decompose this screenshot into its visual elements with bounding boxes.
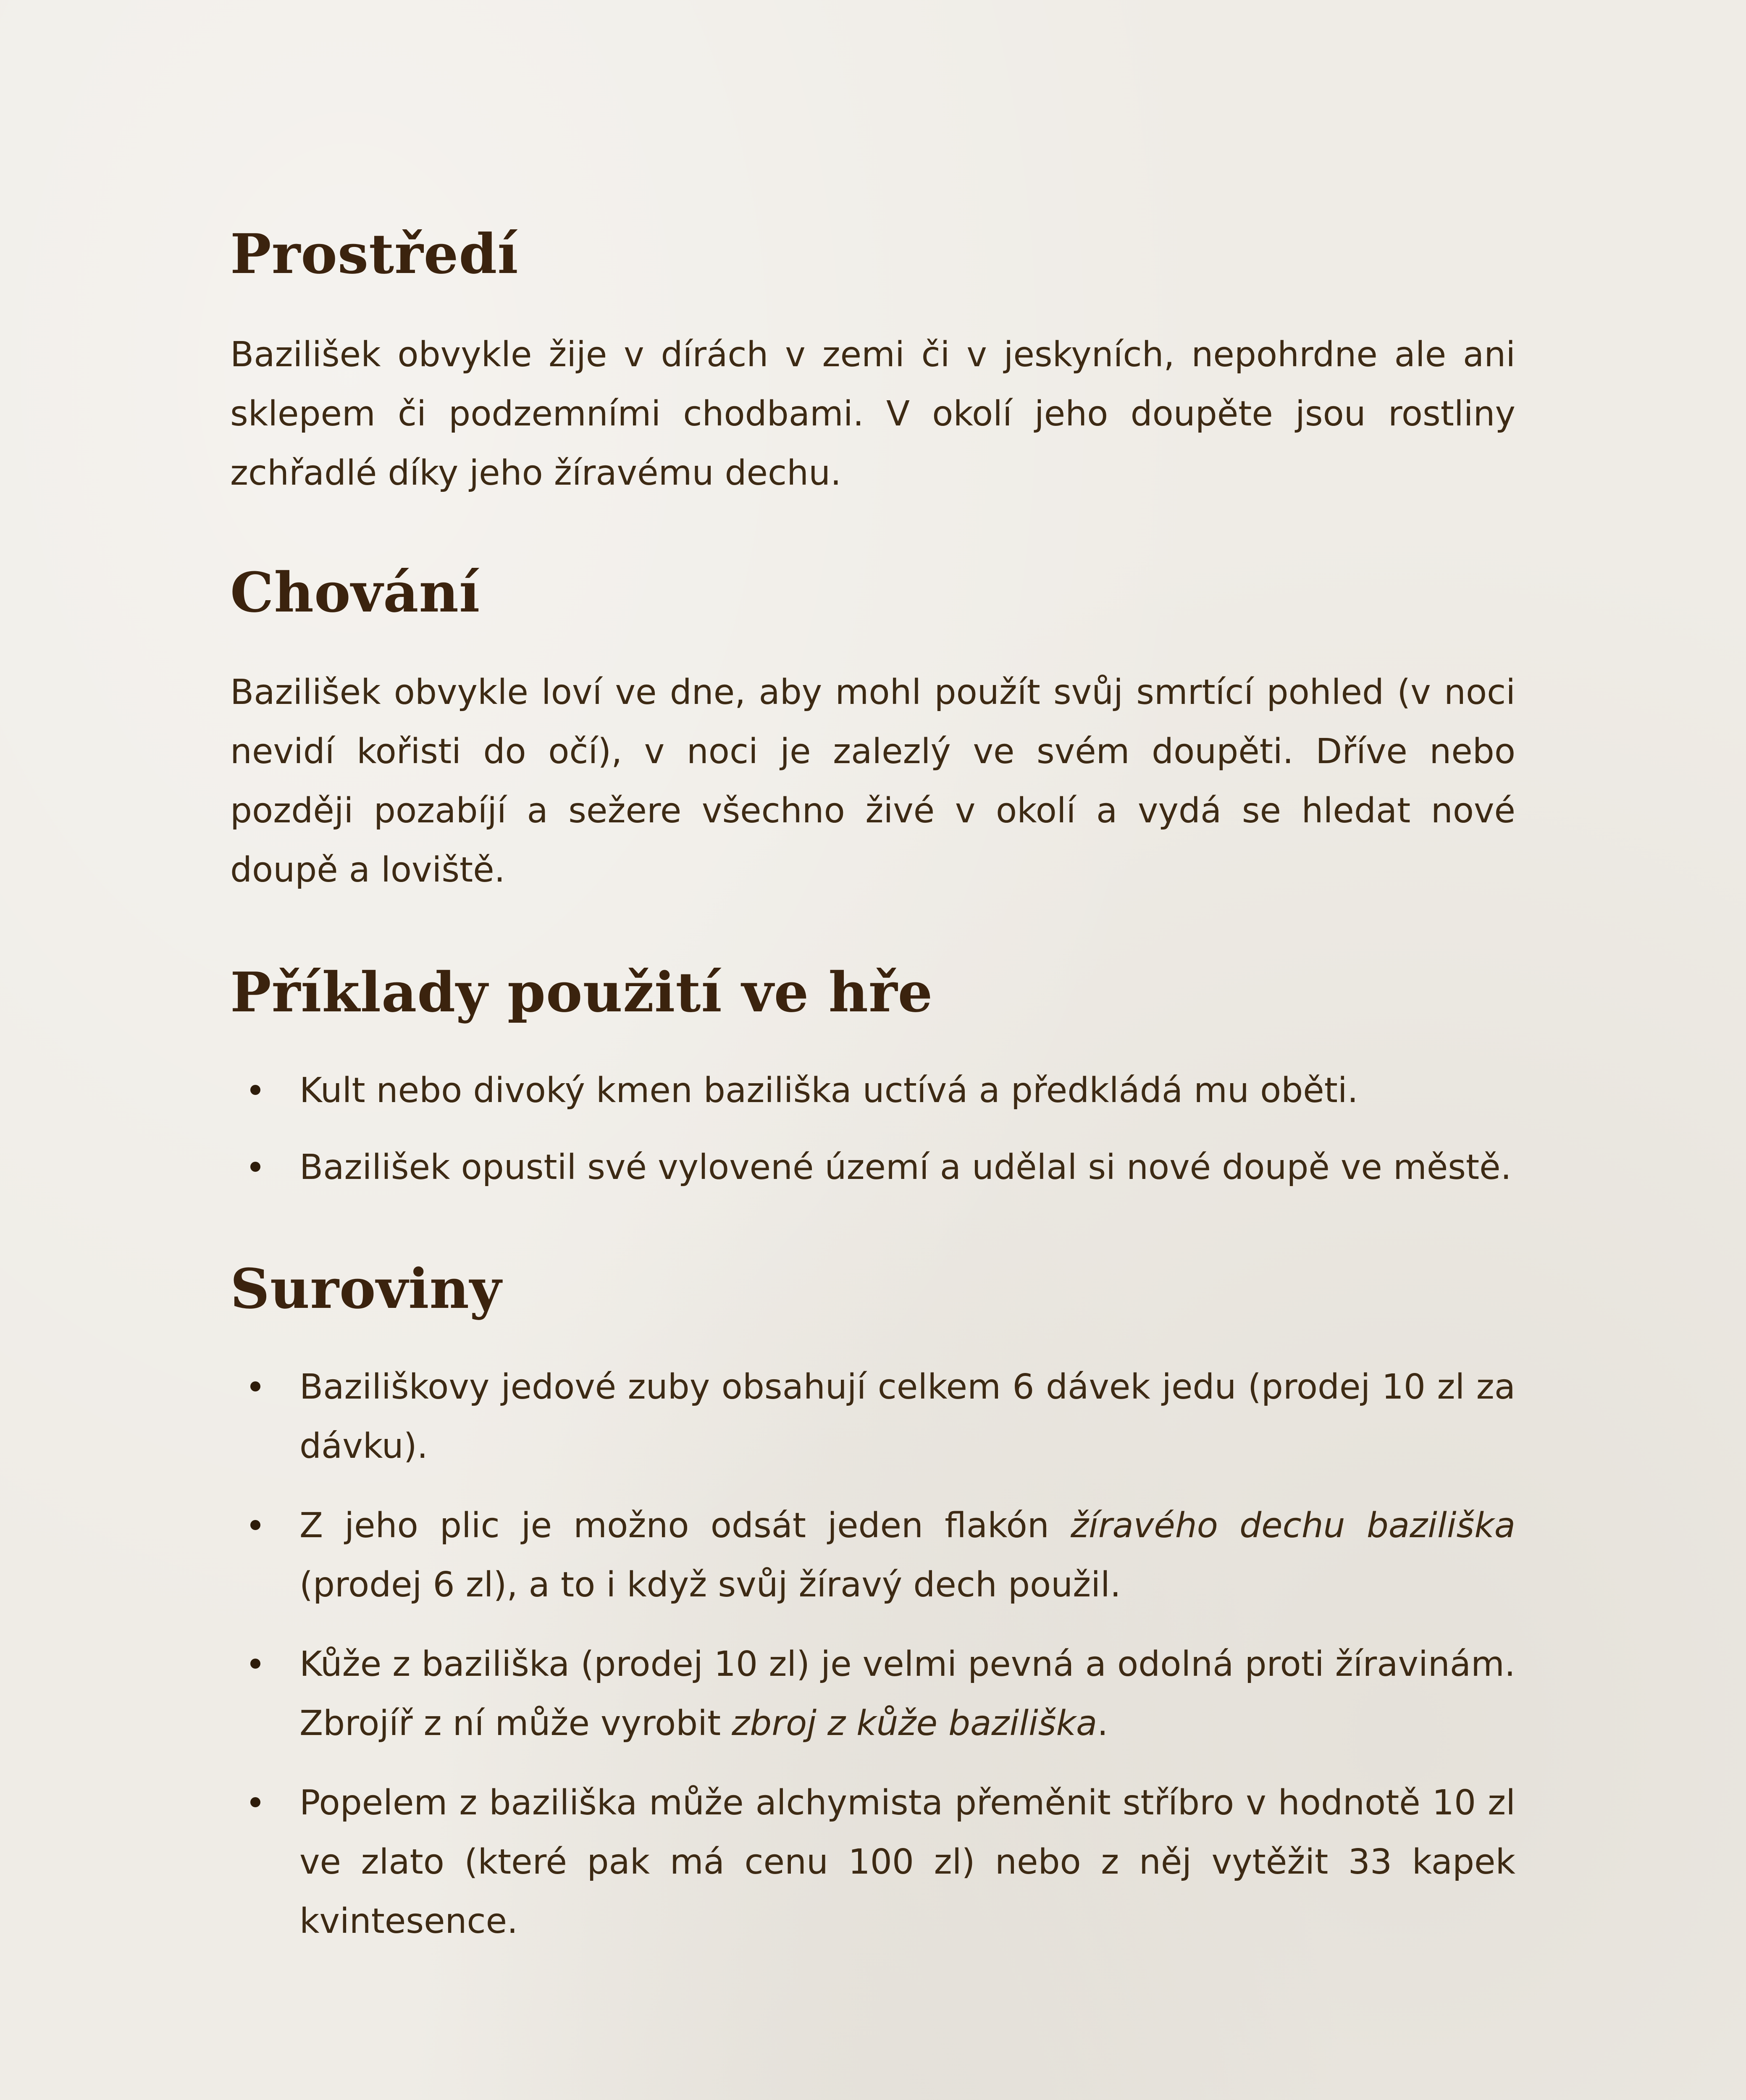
list-item-text: Bazilišek opustil své vylovené území a udělal si nové doupě ve městě.: [299, 1147, 1512, 1187]
list-item: [230, 1138, 1515, 1197]
list-suroviny: [230, 1357, 1515, 1951]
list-item-text: Kult nebo divoký kmen baziliška uctívá a předkládá mu oběti.: [299, 1071, 1358, 1110]
list-item-text: Baziliškovy jedové zuby obsahují celkem 6 dávek jedu (prodej 10 zl za dávku).: [299, 1367, 1515, 1466]
list-item: [230, 1357, 1515, 1476]
bullet-icon: [250, 1797, 260, 1807]
list-item-text-part: Z jeho plic je možno odsát jeden flakón: [299, 1506, 1071, 1546]
bullet-icon: [250, 1520, 260, 1530]
list-priklady: [230, 1061, 1515, 1197]
heading-chovani: Chování: [230, 560, 480, 625]
bullet-icon: [250, 1381, 260, 1391]
bullet-icon: [250, 1659, 260, 1669]
document-page: [230, 0, 1515, 2100]
list-item-text-part: Kůže z baziliška (prodej 10 zl) je velmi pevná a odolná proti žíravinám. Zbrojíř z ní může vyrobit: [299, 1644, 1515, 1743]
list-item: [230, 1061, 1515, 1120]
list-item-emphasis: zbroj z kůže baziliška: [732, 1704, 1097, 1743]
heading-priklady: Příklady použití ve hře: [230, 960, 933, 1024]
list-item-emphasis: žíravého dechu baziliška: [1071, 1506, 1515, 1546]
list-item: [230, 1496, 1515, 1614]
list-item-text-part: (prodej 6 zl), a to i když svůj žíravý dech použil.: [299, 1565, 1121, 1605]
bullet-icon: [250, 1085, 260, 1095]
paragraph-prostredi: Bazilišek obvykle žije v dírách v zemi či v jeskyních, nepohrdne ale ani sklepem či podzemními chodbami. V okolí jeho doupěte jsou rostliny zchřadlé díky jeho žíravému dechu.: [230, 335, 1515, 493]
heading-prostredi: Prostředí: [230, 222, 519, 286]
heading-suroviny: Suroviny: [230, 1257, 502, 1321]
paragraph-chovani: Bazilišek obvykle loví ve dne, aby mohl použít svůj smrtící pohled (v noci nevidí kořisti do očí), v noci je zalezlý ve svém doupěti. Dříve nebo později pozabíjí a sežere všechno živé v okolí a vydá se hledat nové doupě a loviště.: [230, 672, 1515, 890]
list-item: [230, 1635, 1515, 1753]
list-item-text-part: .: [1097, 1704, 1108, 1743]
list-item-text: Popelem z baziliška může alchymista přeměnit stříbro v hodnotě 10 zl ve zlato (které pak má cenu 100 zl) nebo z něj vytěžit 33 kapek kvintesence.: [299, 1783, 1515, 1941]
bullet-icon: [250, 1162, 260, 1172]
list-item: [230, 1773, 1515, 1951]
